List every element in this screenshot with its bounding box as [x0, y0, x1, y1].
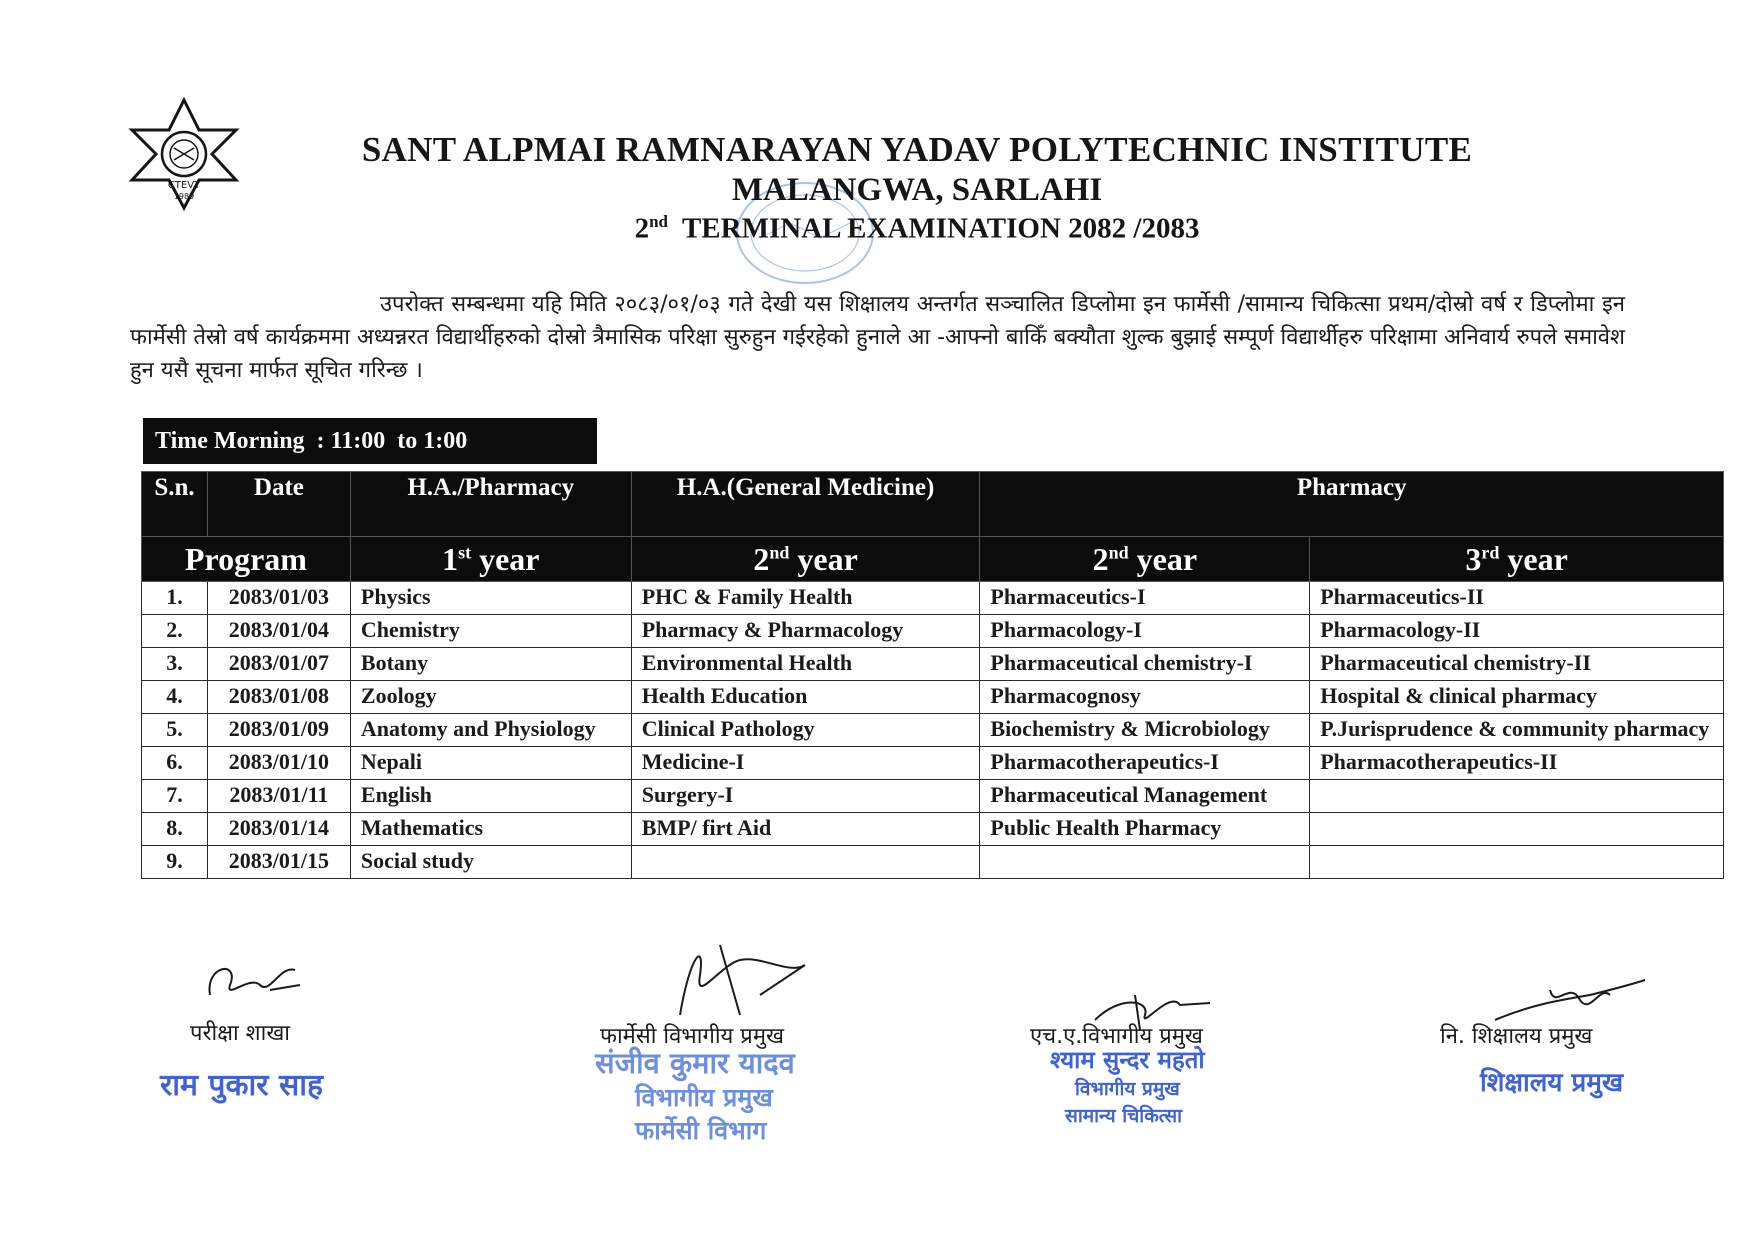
cell-ph3 — [1310, 846, 1724, 879]
notice-paragraph: उपरोक्त सम्बन्धमा यहि मिति २०८३/०१/०३ गते देखी यस शिक्षालय अन्तर्गत सञ्चालित डिप्लोमा इन फार्मेसी /सामान्य चिकित्सा प्रथम/दोस्रो वर्ष र डिप्लोमा इन फार्मेसी तेस्रो वर्ष कार्यक्रममा अध्यन्नरत विद्यार्थीहरुको दोस्रो त्रैमासिक परिक्षा सुरुहुन गईरहेको हुनाले आ -आफ्नो बाकिँ बक्यौता शुल्क बुझाई सम्पूर्ण विद्यार्थीहरु परिक्षामा अनिवार्य रुपले समावेश हुन यसै सूचना मार्फत सूचित गरिन्छ । — [130, 292, 1625, 383]
signature-pharmacy-head — [590, 935, 880, 1145]
cell-ph3 — [1310, 813, 1724, 846]
signature-role: नि. शिक्षालय प्रमुख — [1440, 1024, 1593, 1049]
header-year-2-ha: 2nd year — [631, 537, 980, 582]
cell-sn: 4. — [142, 681, 208, 714]
signature-stamp-line: राम पुकार साह — [160, 1068, 323, 1103]
cell-ha2: Environmental Health — [631, 648, 980, 681]
logo-text: CTEVT — [167, 180, 201, 191]
cell-ph2: Public Health Pharmacy — [980, 813, 1310, 846]
cell-year1: Anatomy and Physiology — [350, 714, 631, 747]
cell-date: 2083/01/10 — [207, 747, 350, 780]
cell-date: 2083/01/14 — [207, 813, 350, 846]
exam-ordinal-suffix: nd — [649, 212, 668, 231]
cell-ha2: Surgery-I — [631, 780, 980, 813]
signature-principal — [1440, 975, 1680, 1098]
cell-ha2: PHC & Family Health — [631, 582, 980, 615]
cell-ph2: Pharmacology-I — [980, 615, 1310, 648]
cell-ph3: Hospital & clinical pharmacy — [1310, 681, 1724, 714]
exam-schedule-table — [141, 471, 1724, 879]
cell-year1: Botany — [350, 648, 631, 681]
cell-ha2: BMP/ firt Aid — [631, 813, 980, 846]
handwritten-signature — [660, 935, 810, 1025]
cell-sn: 8. — [142, 813, 208, 846]
cell-ph2: Pharmacognosy — [980, 681, 1310, 714]
table-row — [142, 747, 1724, 780]
cell-date: 2083/01/03 — [207, 582, 350, 615]
exam-ordinal: 2 — [634, 212, 650, 245]
cell-year1: Chemistry — [350, 615, 631, 648]
cell-date: 2083/01/09 — [207, 714, 350, 747]
signature-stamp-line: विभागीय प्रमुख — [635, 1083, 773, 1112]
cell-ph3: Pharmacology-II — [1310, 615, 1724, 648]
header-year-2-pharmacy: 2nd year — [980, 537, 1310, 582]
signature-exam-section — [160, 955, 420, 1105]
signature-ha-head — [1030, 985, 1260, 1125]
cell-ha2 — [631, 846, 980, 879]
cell-date: 2083/01/11 — [207, 780, 350, 813]
cell-year1: Nepali — [350, 747, 631, 780]
signature-stamp-line: शिक्षालय प्रमुख — [1480, 1068, 1624, 1098]
cell-ha2: Clinical Pathology — [631, 714, 980, 747]
cell-ph2: Pharmaceutical Management — [980, 780, 1310, 813]
exam-time-banner: Time Morning : 11:00 to 1:00 — [143, 418, 597, 464]
cell-ph3: Pharmaceutical chemistry-II — [1310, 648, 1724, 681]
table-row — [142, 681, 1724, 714]
header-program: Program — [142, 537, 351, 582]
header-year-3-pharmacy: 3rd year — [1310, 537, 1724, 582]
cell-sn: 6. — [142, 747, 208, 780]
cell-ph3: Pharmacotherapeutics-II — [1310, 747, 1724, 780]
cell-ph2: Pharmaceutics-I — [980, 582, 1310, 615]
institute-name: SANT ALPMAI RAMNARAYAN YADAV POLYTECHNIC INSTITUTE — [361, 130, 1473, 169]
signature-stamp-line: श्याम सुन्दर महतो — [1050, 1046, 1205, 1074]
cell-date: 2083/01/07 — [207, 648, 350, 681]
cell-sn: 2. — [142, 615, 208, 648]
cell-ha2: Health Education — [631, 681, 980, 714]
signature-stamp-line: विभागीय प्रमुख — [1075, 1078, 1180, 1100]
signature-stamp-line: संजीव कुमार यादव — [595, 1046, 795, 1080]
cell-ha2: Medicine-I — [631, 747, 980, 780]
cell-ph2 — [980, 846, 1310, 879]
signature-role: परीक्षा शाखा — [190, 1021, 291, 1046]
cell-date: 2083/01/15 — [207, 846, 350, 879]
cell-year1: Physics — [350, 582, 631, 615]
cell-sn: 5. — [142, 714, 208, 747]
handwritten-signature — [200, 955, 310, 1015]
table-row — [142, 582, 1724, 615]
logo-year: 1989 — [173, 192, 195, 201]
table-row — [142, 813, 1724, 846]
table-row — [142, 615, 1724, 648]
cell-ph3: Pharmaceutics-II — [1310, 582, 1724, 615]
cell-ph3: P.Jurisprudence & community pharmacy — [1310, 714, 1724, 747]
header-date: Date — [207, 472, 350, 537]
signature-stamp-line: सामान्य चिकित्सा — [1065, 1105, 1182, 1127]
cell-sn: 7. — [142, 780, 208, 813]
exam-title-text: TERMINAL EXAMINATION 2082 /2083 — [681, 212, 1200, 245]
table-row — [142, 648, 1724, 681]
cell-sn: 1. — [142, 582, 208, 615]
cell-ha2: Pharmacy & Pharmacology — [631, 615, 980, 648]
cell-ph2: Biochemistry & Microbiology — [980, 714, 1310, 747]
cell-ph3 — [1310, 780, 1724, 813]
header-ha-pharmacy: H.A./Pharmacy — [350, 472, 631, 537]
cell-ph2: Pharmaceutical chemistry-I — [980, 648, 1310, 681]
cell-year1: English — [350, 780, 631, 813]
institute-location: MALANGWA, SARLAHI — [731, 172, 1103, 208]
header-year-1: 1st year — [350, 537, 631, 582]
table-row — [142, 846, 1724, 879]
table-row — [142, 714, 1724, 747]
cell-sn: 3. — [142, 648, 208, 681]
cell-year1: Mathematics — [350, 813, 631, 846]
cell-date: 2083/01/08 — [207, 681, 350, 714]
cell-sn: 9. — [142, 846, 208, 879]
signature-stamp-line: फार्मेसी विभाग — [635, 1116, 767, 1145]
table-row — [142, 780, 1724, 813]
header-sn: S.n. — [142, 472, 208, 537]
cell-ph2: Pharmacotherapeutics-I — [980, 747, 1310, 780]
cell-year1: Social study — [350, 846, 631, 879]
header-ha-general-medicine: H.A.(General Medicine) — [631, 472, 980, 537]
signature-role: फार्मेसी विभागीय प्रमुख — [600, 1024, 784, 1049]
cell-year1: Zoology — [350, 681, 631, 714]
exam-title — [0, 212, 1754, 246]
signature-role: एच.ए.विभागीय प्रमुख — [1030, 1024, 1203, 1049]
header-pharmacy: Pharmacy — [980, 472, 1724, 537]
cell-date: 2083/01/04 — [207, 615, 350, 648]
